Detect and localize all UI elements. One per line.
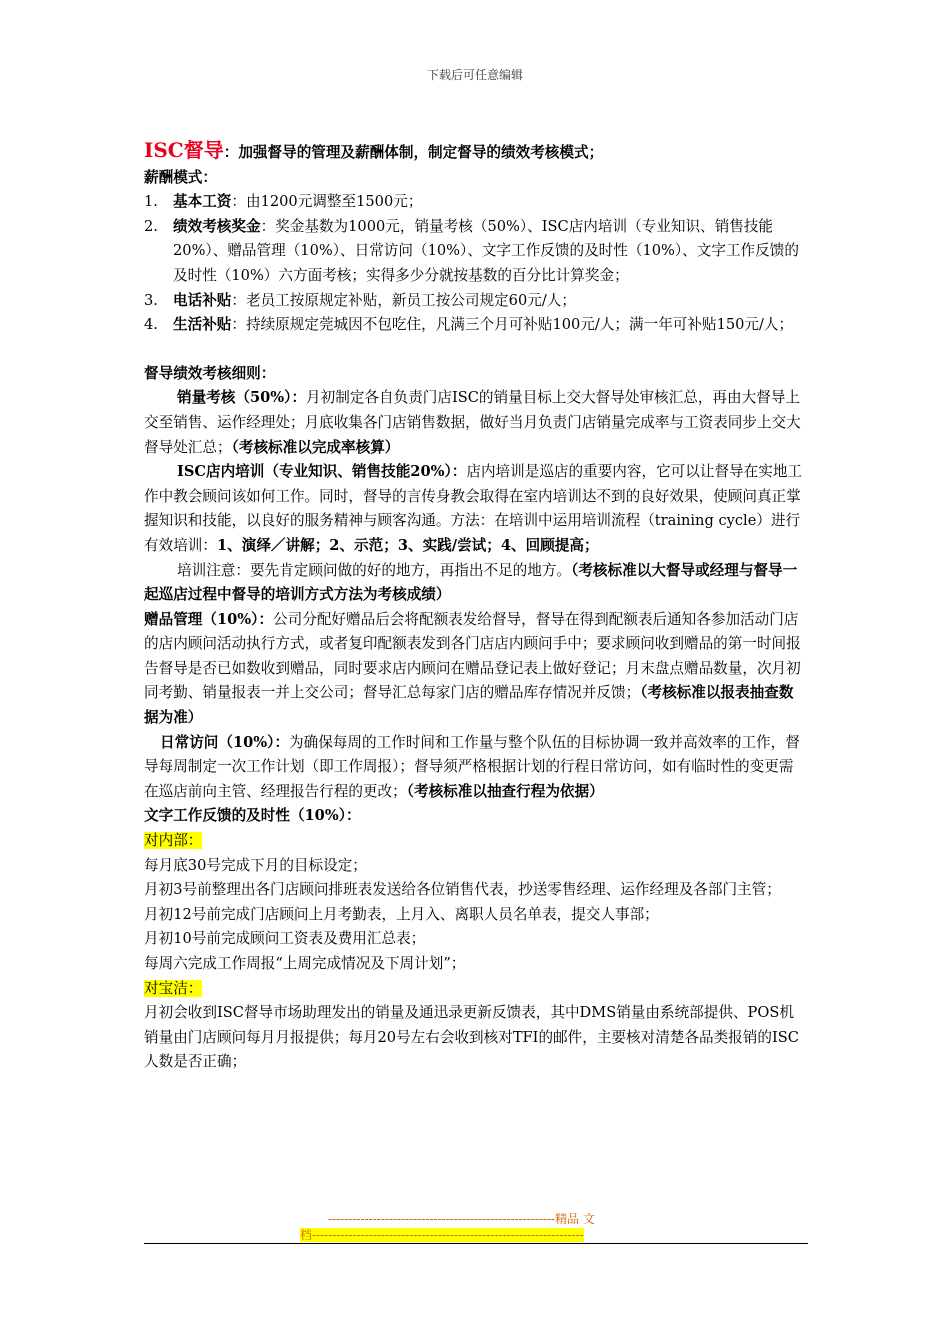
salary-list [144,190,808,338]
footer-line-1: --------------------------------------------------------精品 文 [328,1212,595,1226]
list-item: 月初10号前完成顾问工资表及费用汇总表； [144,930,426,948]
footer-watermark [300,1211,650,1243]
list-item: 1. 基本工资：由1200元调整至1500元； [144,193,423,211]
list-item: 月初3号前整理出各门店顾问排班表发送给各位销售代表，抄送零售经理、运作经理及各部门主管； [144,881,781,899]
list-item: 每月底30号完成下月的目标设定； [144,856,367,874]
visit-paragraph: 日常访问（10%）：为确保每周的工作时间和工作量与整个队伍的目标协调一致并高效率的工作，督导每周制定一次工作计划（即工作周报）；督导须严格根据计划的行程日常访问，如有临时性的变更需在巡店前向主管、经理报告行程的更改；（考核标准以抽查行程为依据） [144,733,800,800]
list-item: 每周六完成工作周报“上周完成情况及下周计划”； [144,955,466,972]
kpi-heading: 督导绩效考核细则： [144,364,276,382]
footer-divider [144,1243,808,1244]
list-item: 月初12号前完成门店顾问上月考勤表，上月入、离职人员名单表，提交人事部； [144,905,659,923]
title-rest: ：加强督导的管理及薪酬体制，制定督导的绩效考核模式； [223,144,604,161]
document-body [144,138,808,1075]
doc-title [144,138,808,166]
pg-label: 对宝洁： [144,979,203,997]
internal-label: 对内部： [144,832,203,850]
training-paragraph: ISC店内培训（专业知识、销售技能20%）：店内培训是巡店的重要内容，它可以让督导在实地工作中教会顾问该如何工作。同时，督导的言传身教会取得在室内培训达不到的良好效果，使顾问真正掌握知识和技能，以良好的服务精神与顾客沟通。方法：在培训中运用培训流程（training cycle）进行有效培训：1、演绎／讲解；2、示范；3、实践/尝试；4、回顾提高； [144,463,803,554]
gift-paragraph: 赠品管理（10%）：公司分配好赠品后会将配额表发给督导，督导在得到配额表后通知各参加活动门店的店内顾问活动执行方式，或者复印配额表发到各门店店内顾问手中；要求顾问收到赠品的第一时间报告督导是否已如数收到赠品，同时要求店内顾问在赠品登记表上做好登记；月末盘点赠品数量，次月初同考勤、销量报表一并上交公司；督导汇总每家门店的赠品库存情况并反馈；（考核标准以报表抽查数据为准） [144,610,801,727]
list-item: 3. 电话补贴：老员工按原规定补贴，新员工按公司规定60元/人； [144,291,576,309]
footer-line-2: 档------------------------------------------------------------------- [300,1228,584,1242]
docs-heading: 文字工作反馈的及时性（10%）： [144,807,361,825]
training-note-paragraph: 培训注意：要先肯定顾问做的好的地方，再指出不足的地方。（考核标准以大督导或经理与督导一起巡店过程中督导的培训方式方法为考核成绩） [144,561,798,604]
sales-paragraph: 销量考核（50%）：月初制定各自负责门店ISC的销量目标上交大督导处审核汇总，再由大督导上交至销售、运作经理处；月底收集各门店销售数据，做好当月负责门店销量完成率与工资表同步上交大督导处汇总；（考核标准以完成率核算） [144,389,801,456]
list-item: 4. 生活补贴：持续原规定莞城因不包吃住，凡满三个月可补贴100元/人；满一年可补贴150元/人； [144,316,794,334]
pg-paragraph: 月初会收到ISC督导市场助理发出的销量及通迅录更新反馈表，其中DMS销量由系统部提供、POS机销量由门店顾问每月月报提供；每月20号左右会收到核对TFI的邮件，主要核对清楚各品类报销的ISC人数是否正确； [144,1004,799,1071]
salary-heading: 薪酬模式： [144,168,217,186]
title-red: ISC督导 [144,138,224,162]
list-item: 2. 绩效考核奖金：奖金基数为1000元，销量考核（50%）、ISC店内培训（专业知识、销售技能20%）、赠品管理（10%）、日常访问（10%）、文字工作反馈的及时性（10%）、文字工作反馈的及时性（10%）六方面考核；实得多少分就按基数的百分比计算奖金； [144,217,799,284]
page-header: 下载后可任意编辑 [426,68,523,82]
